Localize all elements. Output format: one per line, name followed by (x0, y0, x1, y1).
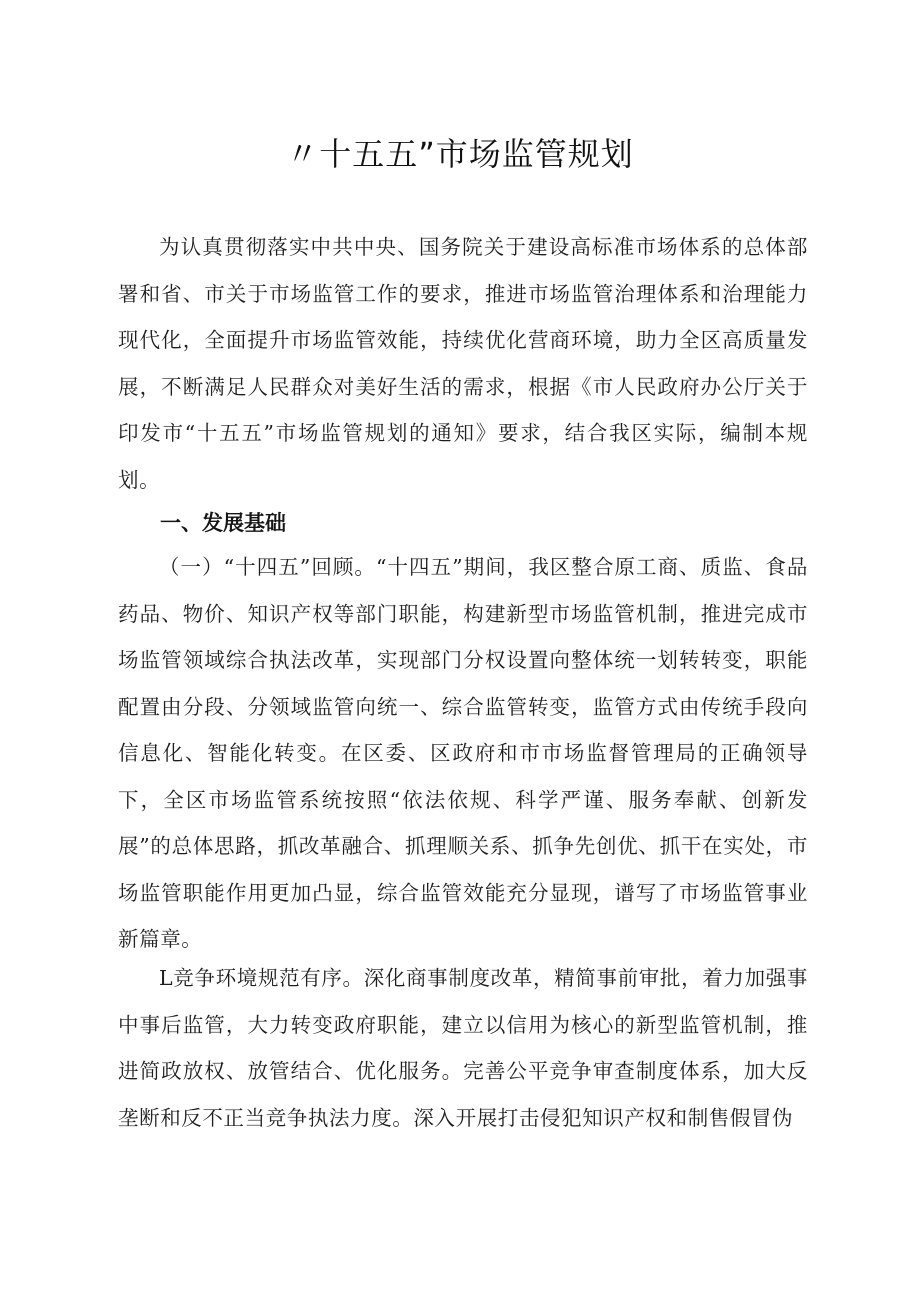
section-heading: 一、发展基础 (160, 511, 286, 535)
document-title: 〃十五五”市场监管规划 (286, 135, 634, 173)
review-paragraph: （一）“十四五”回顾。“十四五”期间，我区整合原工商、质监、食品药品、物价、知识产权等部门职能，构建新型市场监管机制，推进完成市场监管领域综合执法改革，实现部门分权设置向整体统一划转转变，职能配置由分段、分领域监管向统一、综合监管转变，监管方式由传统手段向信息化、智能化转变。在区委、区政府和市市场监督管理局的正确领导下，全区市场监管系统按照“依法依规、科学严谨、服务奉献、创新发展”的总体思路，抓改革融合、抓理顺关系、抓争先创优、抓干在实处，市场监管职能作用更加凸显，综合监管效能充分显现，谱写了市场监管事业新篇章。 (118, 555, 808, 951)
competition-paragraph: L竞争环境规范有序。深化商事制度改革，精简事前审批，着力加强事中事后监管，大力转变政府职能，建立以信用为核心的新型监管机制，推进简政放权、放管结合、优化服务。完善公平竞争审查制度体系，加大反垄断和反不正当竞争执法力度。深入开展打击侵犯知识产权和制售假冒伪 (118, 966, 808, 1130)
intro-paragraph: 为认真贯彻落实中共中央、国务院关于建设高标准市场体系的总体部署和省、市关于市场监管工作的要求，推进市场监管治理体系和治理能力现代化，全面提升市场监管效能，持续优化营商环境，助力全区高质量发展，不断满足人民群众对美好生活的需求，根据《市人民政府办公厅关于印发市“十五五”市场监管规划的通知》要求，结合我区实际，编制本规划。 (118, 235, 808, 492)
